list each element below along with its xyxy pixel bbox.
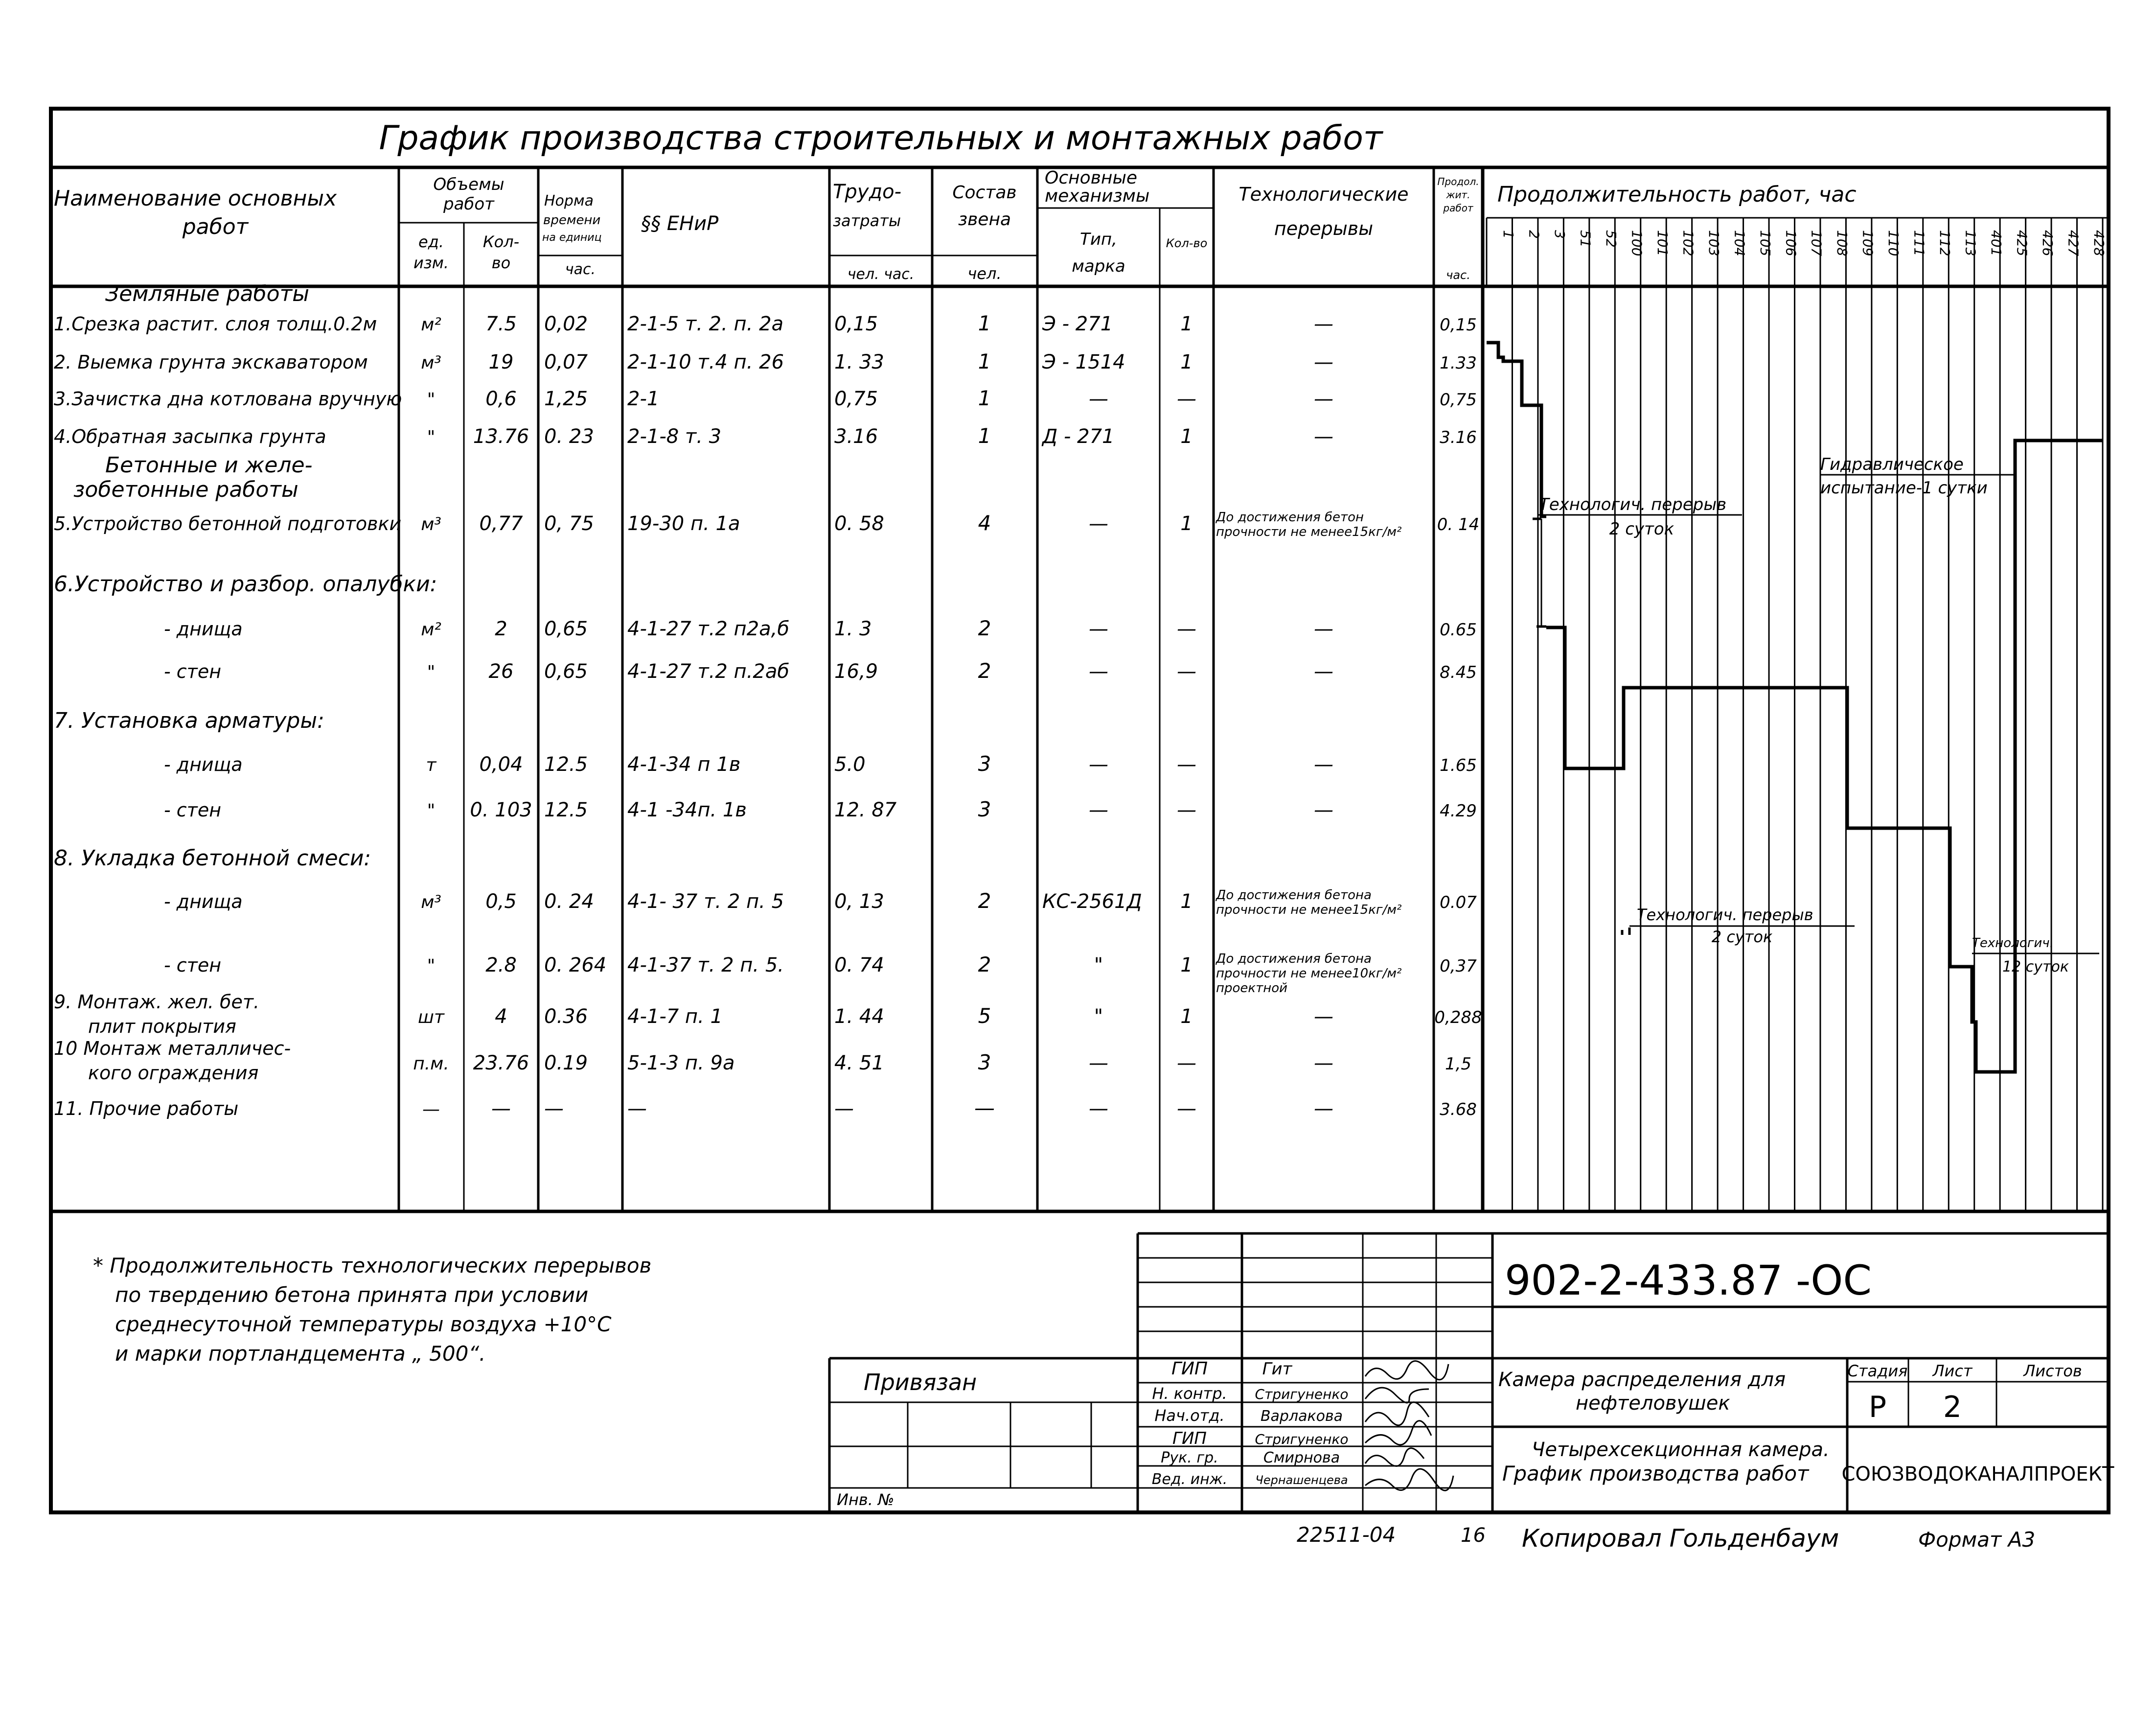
hour-label: 105	[1757, 230, 1773, 256]
cell-enir: —	[627, 1097, 647, 1120]
table-row	[54, 991, 1482, 1037]
cell-mtype: "	[1094, 1005, 1103, 1028]
cell-unit: "	[427, 662, 436, 682]
cell-tech: —	[1314, 1005, 1333, 1028]
cell-qty: 2.8	[485, 954, 517, 976]
cell-crew: 3	[978, 797, 991, 821]
cell-labor: 12. 87	[834, 799, 897, 821]
cell-labor: 16,9	[834, 660, 878, 683]
header-duration: Продолжительность работ, час	[1497, 182, 1857, 207]
cell-tech: —	[1314, 1052, 1333, 1074]
cell-mtype: —	[1089, 388, 1108, 410]
cell-qty: 4	[495, 1005, 507, 1028]
header-norm-3: на единиц	[542, 232, 602, 244]
cell-unit: м³	[421, 353, 441, 373]
cell-dur: 0.65	[1440, 620, 1477, 640]
header-norm: Норма	[544, 192, 594, 209]
header-dur-4: час.	[1446, 268, 1470, 282]
header-mtype: Тип,	[1080, 230, 1117, 249]
cell-unit: "	[427, 427, 436, 447]
header-dur-3: работ	[1443, 202, 1473, 214]
footnote-line-4: и марки портландцемента „ 500“.	[115, 1342, 486, 1366]
cell-qty: 0,6	[485, 388, 517, 410]
cell-tech: —	[1314, 425, 1333, 448]
sheet-title-2: График производства работ	[1502, 1462, 1809, 1485]
hour-label: 52	[1603, 230, 1620, 248]
header-volumes: Объемы	[433, 175, 505, 194]
cell-mtype: —	[1089, 753, 1108, 776]
cell-unit: "	[427, 956, 436, 976]
signer-role-2: Н. контр.	[1152, 1384, 1227, 1403]
cell-unit: т	[426, 755, 436, 775]
cell-tech: —	[1314, 753, 1333, 776]
cell-tech: —	[1314, 660, 1333, 683]
cell-norm: 0. 264	[544, 954, 607, 976]
break-label-1: Технологич. перерыв	[1539, 495, 1727, 514]
cell-qty: 26	[488, 660, 514, 683]
table-row	[54, 386, 1477, 410]
row-name: - днища	[164, 891, 243, 912]
page-title: График производства строительных и монтажных работ	[379, 119, 1383, 158]
footnote-line-2: по твердению бетона принята при условии	[115, 1283, 589, 1307]
footnote	[93, 1253, 651, 1366]
section-row	[105, 281, 309, 306]
section-row	[54, 846, 371, 871]
cell-dur: 0.07	[1440, 893, 1477, 912]
cell-qty: 0,77	[479, 512, 523, 535]
cell-mqty: —	[1177, 660, 1196, 683]
header-labor-3: чел. час.	[847, 266, 915, 283]
header-tech: Технологические	[1239, 184, 1409, 205]
row-name: 1.Срезка растит. слоя толщ.0.2м	[54, 313, 377, 335]
hour-labels	[1500, 230, 2107, 256]
hour-label: 100	[1628, 230, 1645, 256]
cell-mqty: 1	[1180, 512, 1193, 535]
cell-unit: "	[427, 390, 436, 410]
cell-labor: 0. 58	[834, 512, 884, 535]
table-row	[164, 752, 1477, 776]
signer-role-3: Нач.отд.	[1154, 1406, 1225, 1425]
cell-enir: 2-1-8 т. 3	[627, 425, 722, 448]
cell-labor: 3.16	[834, 425, 878, 448]
header-crew-3: чел.	[967, 264, 1002, 283]
cell-enir: 4-1-37 т. 2 п. 5.	[627, 954, 784, 976]
table-row	[54, 424, 1477, 448]
signer-name-5: Смирнова	[1263, 1449, 1340, 1466]
section-row	[54, 708, 324, 733]
project-name-2: нефтеловушек	[1576, 1392, 1730, 1415]
header-qty: Кол-	[482, 232, 520, 251]
cell-mtype: Э - 271	[1042, 313, 1113, 335]
cell-labor: 1. 44	[834, 1005, 884, 1028]
cell-enir: 2-1-10 т.4 п. 26	[627, 351, 784, 373]
cell-mqty: —	[1177, 1052, 1196, 1074]
hour-label: 106	[1783, 230, 1799, 256]
bottom-line	[1297, 1523, 2035, 1553]
cell-crew: —	[974, 1096, 995, 1120]
cell-enir: 4-1-27 т.2 п2а,б	[627, 618, 790, 640]
row-name: - стен	[164, 954, 222, 976]
row-name: 5.Устройство бетонной подготовки	[54, 513, 402, 534]
cell-mtype: —	[1089, 512, 1108, 535]
cell-mtype: —	[1089, 618, 1108, 640]
header-labor: Трудо-	[833, 181, 902, 203]
cell-labor: 0, 13	[834, 890, 884, 913]
cell-enir: 2-1	[627, 388, 660, 410]
copied-by: Копировал Гольденбаум	[1522, 1524, 1839, 1553]
cell-tech: прочности не менее10кг/м²	[1216, 966, 1402, 981]
hour-label: 425	[2014, 230, 2030, 256]
table-header	[54, 168, 1857, 283]
break-label-1b: 2 суток	[1609, 519, 1674, 539]
header-unit-2: изм.	[413, 254, 449, 272]
header-mech: Основные	[1045, 168, 1138, 188]
table-row	[164, 659, 1477, 683]
hour-label: 113	[1962, 230, 1979, 256]
break-label-2: Технологич. перерыв	[1637, 905, 1813, 924]
break-label-3b: 12 суток	[2002, 958, 2069, 975]
signer-role-4: ГИП	[1172, 1429, 1207, 1448]
cell-tech: —	[1314, 388, 1333, 410]
header-dur: Продол.	[1437, 176, 1479, 187]
header-name: Наименование основных	[54, 186, 337, 211]
cell-labor: 4. 51	[834, 1052, 884, 1074]
cell-mtype: "	[1094, 954, 1103, 976]
cell-enir: 4-1 -34п. 1в	[627, 799, 747, 821]
row-name: 11. Прочие работы	[54, 1098, 239, 1119]
hour-label: 108	[1834, 230, 1851, 256]
cell-qty: 0. 103	[470, 799, 532, 821]
hour-label: 102	[1680, 230, 1697, 256]
cell-dur: 0,288	[1434, 1008, 1482, 1027]
table-rows	[54, 281, 1482, 1120]
cell-qty: 23.76	[473, 1052, 529, 1074]
table-row	[164, 616, 1477, 640]
cell-tech: —	[1314, 618, 1333, 640]
bound-label: Привязан	[864, 1369, 977, 1395]
hydro-label: Гидравлическое	[1820, 455, 1964, 474]
hour-label: 104	[1731, 230, 1748, 256]
cell-mqty: —	[1177, 618, 1196, 640]
cell-enir: 5-1-3 п. 9а	[627, 1052, 735, 1074]
cell-norm: 0.36	[544, 1005, 588, 1028]
cell-norm: 0,07	[544, 351, 588, 373]
signer-role-5: Рук. гр.	[1161, 1449, 1218, 1466]
header-crew-2: звена	[958, 209, 1011, 230]
cell-qty: 2	[495, 618, 507, 640]
cell-dur: 8.45	[1440, 663, 1477, 682]
cell-qty: 19	[488, 351, 514, 373]
signer-name-6: Чернашенцева	[1255, 1473, 1348, 1487]
cell-tech: До достижения бетона	[1216, 951, 1372, 966]
cell-mqty: —	[1177, 753, 1196, 776]
hour-label: 426	[2039, 230, 2056, 256]
cell-mqty: —	[1177, 388, 1196, 410]
cell-unit: м²	[421, 620, 441, 640]
cell-labor: 1. 33	[834, 351, 884, 373]
cell-qty: 0,5	[485, 890, 517, 913]
cell-crew: 3	[978, 752, 991, 776]
cell-dur: 0. 14	[1437, 515, 1480, 534]
cell-tech: —	[1314, 313, 1333, 335]
cell-mtype: Д - 271	[1042, 425, 1115, 448]
cell-tech: проектной	[1216, 981, 1288, 996]
cell-dur: 1,5	[1445, 1054, 1472, 1074]
header-dur-2: жит.	[1446, 189, 1470, 201]
cell-crew: 3	[978, 1050, 991, 1074]
hour-label: 101	[1654, 230, 1671, 256]
header-name-2: работ	[182, 214, 249, 239]
hour-label: 3	[1552, 230, 1568, 239]
table-row	[54, 349, 1477, 373]
title-block	[829, 1233, 2114, 1512]
cell-mqty: —	[1177, 799, 1196, 821]
cell-dur: 3.16	[1440, 428, 1477, 447]
schedule-line-5	[1973, 441, 2103, 1072]
org-name: СОЮЗВОДОКАНАЛПРОЕКТ	[1841, 1463, 2114, 1485]
hour-label: 401	[1988, 230, 2004, 256]
signer-role-6: Вед. инж.	[1151, 1471, 1228, 1488]
break-label-3: Технологич.	[1972, 936, 2054, 951]
cell-tech: До достижения бетона	[1216, 888, 1372, 903]
header-qty-2: во	[491, 254, 511, 272]
section-row	[73, 453, 313, 502]
footnote-line-3: среднесуточной температуры воздуха +10°С	[115, 1312, 612, 1336]
cell-qty: —	[491, 1097, 511, 1120]
section-row	[54, 572, 437, 597]
cell-labor: 0,75	[834, 388, 878, 410]
cell-labor: 1. 3	[834, 618, 872, 640]
hour-label: 107	[1808, 230, 1825, 256]
hour-label: 1	[1500, 230, 1517, 239]
cell-norm: 1,25	[544, 388, 588, 410]
cell-norm: 0. 23	[544, 425, 594, 448]
cell-mtype: КС-2561Д	[1042, 890, 1142, 913]
cell-crew: 2	[978, 952, 991, 976]
cell-enir: 4-1-27 т.2 п.2аб	[627, 660, 790, 683]
cell-crew: 4	[978, 511, 991, 535]
inv-label: Инв. №	[837, 1490, 895, 1509]
header-mech-2: механизмы	[1045, 186, 1150, 206]
header-tech-2: перерывы	[1274, 218, 1374, 239]
cell-labor: 0. 74	[834, 954, 884, 976]
cell-norm: —	[544, 1097, 564, 1120]
sheets-label: Листов	[2023, 1362, 2082, 1380]
row-name: - стен	[164, 799, 222, 821]
cell-labor: —	[834, 1097, 854, 1120]
row-name: кого ограждения	[88, 1062, 259, 1084]
cell-tech: —	[1314, 799, 1333, 821]
signer-role-1: ГИП	[1171, 1359, 1208, 1379]
cell-crew: 1	[978, 349, 991, 373]
row-name: Бетонные и желе-	[105, 453, 313, 478]
cell-dur: 4.29	[1440, 801, 1477, 821]
cell-enir: 4-1- 37 т. 2 п. 5	[627, 890, 784, 913]
cell-unit: м²	[421, 315, 441, 335]
signer-name-4: Стригуненко	[1255, 1431, 1349, 1447]
cell-crew: 2	[978, 616, 991, 640]
cell-unit: м³	[421, 514, 441, 534]
schedule-line-4	[1972, 972, 1973, 1022]
cell-qty: 7.5	[485, 313, 517, 335]
header-norm-4: час.	[565, 261, 596, 278]
cell-mqty: —	[1177, 1097, 1196, 1120]
signer-name-2: Стригуненко	[1255, 1386, 1349, 1402]
schedule-line	[1487, 343, 1541, 441]
cell-enir: 4-1-7 п. 1	[627, 1005, 723, 1028]
cell-norm: 0, 75	[544, 512, 594, 535]
table-row	[54, 1038, 1471, 1084]
cell-tech: прочности не менее15кг/м²	[1216, 525, 1402, 539]
header-crew: Состав	[952, 183, 1017, 203]
cell-mqty: 1	[1180, 313, 1193, 335]
format-label: Формат А3	[1918, 1528, 2036, 1552]
table-row	[164, 797, 1477, 821]
signer-name-3: Варлакова	[1260, 1408, 1343, 1425]
cell-mtype: —	[1089, 1052, 1108, 1074]
table-row	[54, 510, 1479, 539]
hour-label: 111	[1911, 230, 1927, 256]
cell-dur: 3.68	[1440, 1100, 1477, 1119]
hour-label: 110	[1885, 230, 1902, 256]
row-name: - днища	[164, 618, 243, 640]
cell-norm: 0. 24	[544, 890, 594, 913]
header-labor-2: затраты	[833, 211, 901, 230]
cell-mqty: 1	[1180, 351, 1193, 373]
row-name: 2. Выемка грунта экскаватором	[54, 351, 368, 373]
cell-enir: 19-30 п. 1а	[627, 512, 740, 535]
sheet-label: Лист	[1932, 1362, 1973, 1380]
cell-mqty: 1	[1180, 890, 1193, 913]
cell-dur: 0,15	[1440, 315, 1477, 335]
hour-label: 427	[2065, 230, 2082, 256]
doc-code: 902-2-433.87 -ОС	[1504, 1256, 1872, 1304]
cell-unit: —	[422, 1099, 440, 1119]
archive-number: 22511-04	[1297, 1523, 1396, 1547]
cell-crew: 5	[978, 1004, 991, 1028]
row-name: 4.Обратная засыпка грунта	[54, 426, 326, 447]
signer-name-1: Гит	[1262, 1359, 1292, 1379]
row-name: 10 Монтаж металличес-	[54, 1038, 291, 1059]
cell-unit: "	[427, 801, 436, 821]
hour-label: 428	[2090, 230, 2107, 256]
cell-labor: 5.0	[834, 753, 866, 776]
cell-tech: —	[1314, 1097, 1333, 1120]
row-name: 9. Монтаж. жел. бет.	[54, 991, 260, 1013]
break-label-2b: 2 суток	[1711, 928, 1773, 946]
cell-norm: 0,65	[544, 660, 588, 683]
sheet-title: Четырехсекционная камера.	[1532, 1439, 1830, 1461]
cell-mtype: —	[1089, 799, 1108, 821]
cell-crew: 2	[978, 889, 991, 913]
cell-unit: шт	[418, 1007, 444, 1027]
table-row	[54, 1096, 1477, 1120]
hydro-label-2: испытание-1 сутки	[1820, 478, 1988, 498]
page-number: 16	[1461, 1524, 1486, 1547]
stage-label: Стадия	[1847, 1362, 1908, 1380]
row-name: - днища	[164, 754, 243, 775]
cell-labor: 0,15	[834, 313, 878, 335]
cell-mqty: 1	[1180, 425, 1193, 448]
cell-norm: 0,02	[544, 313, 588, 335]
sheet-value: 2	[1943, 1390, 1962, 1424]
header-enir: §§ ЕНиР	[641, 212, 719, 235]
header-unit: ед.	[418, 232, 444, 251]
footnote-line-1: * Продолжительность технологических перерывов	[93, 1253, 652, 1277]
cell-norm: 12.5	[544, 753, 588, 776]
cell-tech: До достижения бетон	[1216, 510, 1364, 525]
stage-value: Р	[1868, 1390, 1887, 1424]
cell-norm: 0,65	[544, 618, 588, 640]
hour-label: 51	[1577, 230, 1594, 248]
cell-dur: 0,75	[1440, 390, 1477, 410]
cell-crew: 1	[978, 311, 991, 335]
cell-mtype: —	[1089, 1097, 1108, 1120]
header-mqty: Кол-во	[1166, 236, 1208, 250]
row-name: 7. Установка арматуры:	[54, 708, 324, 733]
cell-crew: 2	[978, 659, 991, 683]
header-volumes-2: работ	[443, 194, 494, 214]
cell-dur: 1.65	[1440, 756, 1477, 775]
row-name: 3.Зачистка дна котлована вручную	[54, 388, 402, 410]
cell-unit: п.м.	[413, 1054, 449, 1074]
cell-tech: прочности не менее15кг/м²	[1216, 903, 1402, 917]
cell-crew: 1	[978, 424, 991, 448]
cell-mtype: Э - 1514	[1042, 351, 1125, 373]
row-name: 6.Устройство и разбор. опалубки:	[54, 572, 437, 597]
row-name: - стен	[164, 661, 222, 682]
cell-tech: —	[1314, 351, 1333, 373]
row-name: Земляные работы	[105, 281, 309, 306]
cell-dur: 1.33	[1440, 353, 1477, 373]
cell-enir: 2-1-5 т. 2. п. 2а	[627, 313, 784, 335]
cell-norm: 12.5	[544, 799, 588, 821]
cell-mqty: 1	[1180, 1005, 1193, 1028]
table-row	[164, 888, 1477, 917]
header-norm-2: времени	[543, 213, 601, 228]
cell-mtype: —	[1089, 660, 1108, 683]
table-row	[164, 951, 1477, 996]
cell-qty: 13.76	[473, 425, 529, 448]
signatures	[1365, 1361, 1453, 1491]
hour-label: 109	[1859, 230, 1876, 256]
hour-label: 2	[1526, 230, 1542, 239]
hour-label: 103	[1705, 230, 1722, 256]
row-name: плит покрытия	[88, 1016, 236, 1037]
cell-qty: 0,04	[479, 753, 523, 776]
project-name: Камера распределения для	[1498, 1369, 1786, 1391]
table-row	[54, 311, 1477, 335]
cell-unit: м³	[421, 892, 441, 912]
cell-crew: 1	[978, 386, 991, 410]
cell-enir: 4-1-34 п 1в	[627, 753, 741, 776]
hour-label: 112	[1937, 230, 1953, 256]
row-name: зобетонные работы	[73, 477, 298, 502]
cell-norm: 0.19	[544, 1052, 588, 1074]
cell-mqty: 1	[1180, 954, 1193, 976]
row-name: 8. Укладка бетонной смеси:	[54, 846, 371, 871]
cell-dur: 0,37	[1440, 956, 1477, 976]
header-mtype-2: марка	[1072, 256, 1125, 276]
